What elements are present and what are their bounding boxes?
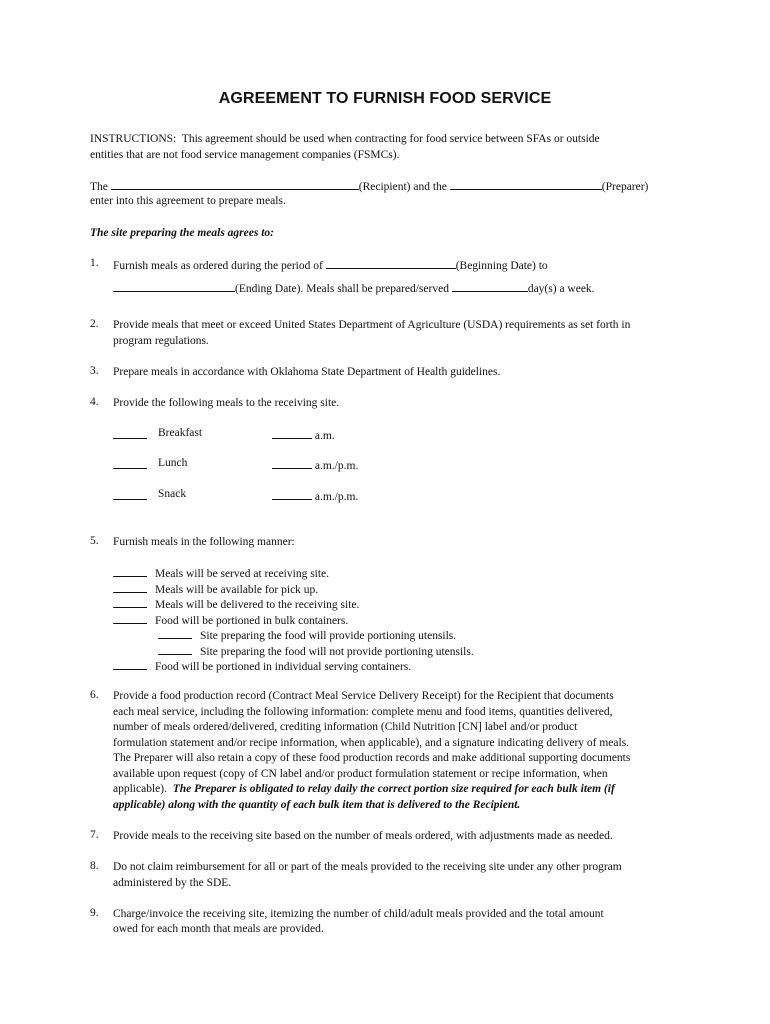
item-1-text-c: (Ending Date). Meals shall be prepared/served: [235, 283, 449, 295]
manner-served-label: Meals will be served at receiving site.: [155, 568, 330, 580]
manner-sub-option-not-provide: [158, 643, 474, 658]
breakfast-time: [272, 427, 335, 442]
manner-pickup-label: Meals will be available for pick up.: [155, 584, 319, 596]
item-6-line-2: each meal service, including the following information: complete menu and food items, quantities delivered,: [113, 706, 613, 718]
manner-option-individual: [113, 658, 411, 673]
manner-bulk-field[interactable]: [113, 612, 147, 624]
item-5-number: 5.: [90, 535, 99, 547]
breakfast-time-unit: a.m.: [314, 430, 335, 442]
manner-option-pickup: [113, 581, 318, 596]
lunch-check-field[interactable]: [113, 457, 147, 469]
manner-delivered-label: Meals will be delivered to the receiving site.: [155, 599, 360, 611]
snack-time: [272, 488, 358, 503]
meal-label-breakfast: Breakfast: [158, 427, 203, 439]
manner-pickup-field[interactable]: [113, 581, 147, 593]
parties-line: [90, 178, 648, 193]
document-title: AGREEMENT TO FURNISH FOOD SERVICE: [218, 90, 552, 107]
instructions-line-2: entities that are not food service management companies (FSMCs).: [90, 149, 400, 161]
utensils-not-provide-field[interactable]: [158, 643, 192, 655]
manner-delivered-field[interactable]: [113, 596, 147, 608]
parties-recipient-label: (Recipient) and the: [358, 181, 447, 193]
item-5-text: Furnish meals in the following manner:: [113, 536, 295, 548]
breakfast-check-field[interactable]: [113, 427, 147, 439]
utensils-provide-field[interactable]: [158, 627, 192, 639]
manner-option-bulk: [113, 612, 348, 627]
meal-row-breakfast: [113, 427, 147, 442]
days-per-week-field[interactable]: [452, 280, 528, 292]
item-1-number: 1.: [90, 257, 99, 269]
item-8-line-1: Do not claim reimbursement for all or part of the meals provided to the receiving site under any other program: [113, 861, 622, 873]
item-1-text-b: (Beginning Date) to: [455, 260, 548, 272]
manner-served-field[interactable]: [113, 565, 147, 577]
item-6-line-7-bold: The Preparer is obligated to relay daily the correct portion size required for each bulk item (if: [172, 783, 615, 795]
item-1-text-d: day(s) a week.: [527, 283, 595, 295]
utensils-not-provide-label: Site preparing the food will not provide portioning utensils.: [200, 646, 474, 658]
meal-row-snack: [113, 488, 147, 503]
ending-date-field[interactable]: [113, 280, 235, 292]
snack-check-field[interactable]: [113, 488, 147, 500]
item-1-line-2: [113, 280, 595, 295]
manner-individual-label: Food will be portioned in individual serving containers.: [155, 661, 412, 673]
item-6-line-8: applicable) along with the quantity of each bulk item that is delivered to the Recipient.: [113, 799, 521, 811]
item-3-text: Prepare meals in accordance with Oklahoma State Department of Health guidelines.: [113, 366, 501, 378]
parties-preparer-label: (Preparer): [601, 181, 649, 193]
snack-time-field[interactable]: [272, 488, 312, 500]
item-9-line-2: owed for each month that meals are provided.: [113, 923, 324, 935]
item-6-line-5: The Preparer will also retain a copy of these food production records and make additional supporting documents: [113, 752, 631, 764]
lunch-time-field[interactable]: [272, 457, 312, 469]
item-4-number: 4.: [90, 396, 99, 408]
meal-row-lunch: [113, 457, 147, 472]
instructions-line-1: INSTRUCTIONS: This agreement should be used when contracting for food service between SFAs or outside: [90, 133, 600, 145]
beginning-date-field[interactable]: [326, 257, 456, 269]
item-1-line-1: [113, 257, 548, 272]
manner-individual-field[interactable]: [113, 658, 147, 670]
manner-sub-option-provide: [158, 627, 456, 642]
item-6-line-7-plain: applicable).: [113, 783, 173, 795]
parties-the: The: [90, 181, 108, 193]
item-8-line-2: administered by the SDE.: [113, 877, 232, 889]
item-6-line-4: formulation statement and/or recipe information, when applicable), and a signature indicating delivery of meals.: [113, 737, 630, 749]
meal-label-snack: Snack: [158, 488, 187, 500]
item-6-line-7: [113, 782, 693, 798]
item-2-line-2: program regulations.: [113, 335, 209, 347]
item-6-number: 6.: [90, 689, 99, 701]
item-3-number: 3.: [90, 365, 99, 377]
parties-line-2: enter into this agreement to prepare meals.: [90, 195, 286, 207]
meal-label-lunch: Lunch: [158, 457, 188, 469]
item-7-number: 7.: [90, 829, 99, 841]
item-2-line-1: Provide meals that meet or exceed United States Department of Agriculture (USDA) requirements as set forth in: [113, 319, 631, 331]
item-9-line-1: Charge/invoice the receiving site, itemizing the number of child/adult meals provided and the total amount: [113, 908, 604, 920]
item-6-line-3: number of meals ordered/delivered, crediting information (Child Nutrition [CN] label and/or product: [113, 721, 578, 733]
snack-time-unit: a.m./p.m.: [314, 491, 359, 503]
recipient-name-field[interactable]: [111, 178, 359, 190]
preparer-name-field[interactable]: [450, 178, 602, 190]
item-7-text: Provide meals to the receiving site based on the number of meals ordered, with adjustments made as needed.: [113, 830, 613, 842]
lunch-time: [272, 457, 358, 472]
item-9-number: 9.: [90, 907, 99, 919]
item-1-text-a: Furnish meals as ordered during the period of: [113, 260, 323, 272]
item-4-text: Provide the following meals to the receiving site.: [113, 397, 340, 409]
utensils-provide-label: Site preparing the food will provide portioning utensils.: [200, 630, 457, 642]
item-6-line-6: available upon request (copy of CN label and/or product formulation statement or recipe information, when: [113, 768, 608, 780]
site-heading: The site preparing the meals agrees to:: [90, 227, 274, 239]
item-2-number: 2.: [90, 318, 99, 330]
breakfast-time-field[interactable]: [272, 427, 312, 439]
lunch-time-unit: a.m./p.m.: [314, 460, 359, 472]
manner-bulk-label: Food will be portioned in bulk containers.: [155, 615, 349, 627]
item-8-number: 8.: [90, 860, 99, 872]
item-6-line-1: Provide a food production record (Contract Meal Service Delivery Receipt) for the Recipient that documents: [113, 690, 614, 702]
manner-option-served: [113, 565, 329, 580]
manner-option-delivered: [113, 596, 359, 611]
